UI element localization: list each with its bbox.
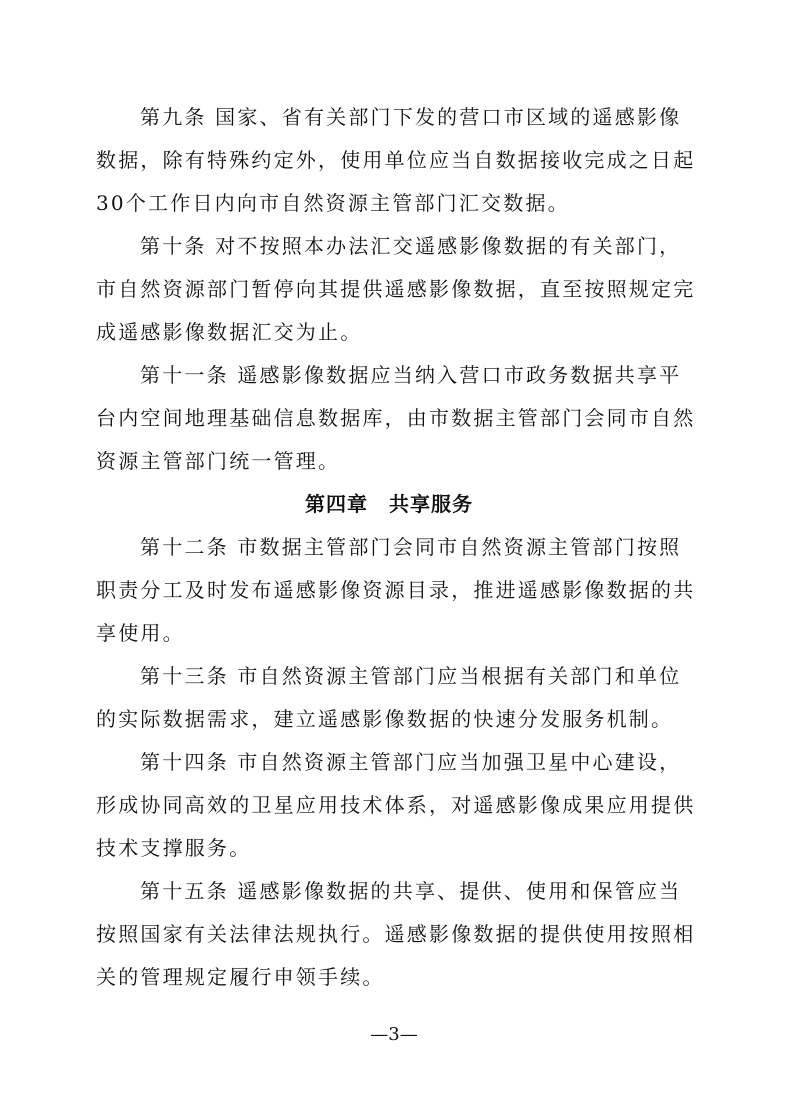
paragraph-line: 台内空间地理基础信息数据库，由市数据主管部门会同市自然 [96, 406, 696, 430]
document-body [96, 96, 696, 999]
article-15 [96, 870, 696, 999]
paragraph-line: 第九条 国家、省有关部门下发的营口市区域的遥感影像 [140, 105, 682, 129]
article-13 [96, 655, 682, 741]
paragraph-line: 第十二条 市数据主管部门会同市自然资源主管部门按照 [140, 535, 682, 559]
paragraph-line: 第十三条 市自然资源主管部门应当根据有关部门和单位 [140, 664, 682, 688]
paragraph-line: 的实际数据需求，建立遥感影像数据的快速分发服务机制。 [96, 707, 674, 731]
paragraph-line: 第十五条 遥感影像数据的共享、提供、使用和保管应当 [140, 879, 682, 903]
paragraph-line: 资源主管部门统一管理。 [96, 449, 341, 473]
page-number: —3— [370, 1024, 418, 1045]
chapter-title: 第四章 共享服务 [305, 492, 473, 516]
article-11 [96, 354, 696, 483]
paragraph-line: 第十四条 市自然资源主管部门应当加强卫星中心建设， [140, 750, 682, 774]
article-12 [96, 526, 696, 655]
paragraph-line: 享使用。 [96, 621, 185, 645]
paragraph-line: 30个工作日内向市自然资源主管部门汇交数据。 [96, 191, 570, 215]
paragraph-line: 形成协同高效的卫星应用技术体系，对遥感影像成果应用提供 [96, 793, 696, 817]
paragraph-line: 第十一条 遥感影像数据应当纳入营口市政务数据共享平 [140, 363, 682, 387]
paragraph-line: 数据，除有特殊约定外，使用单位应当自数据接收完成之日起 [96, 148, 696, 172]
paragraph-line: 职责分工及时发布遥感影像资源目录，推进遥感影像数据的共 [96, 578, 696, 602]
paragraph-line: 第十条 对不按照本办法汇交遥感影像数据的有关部门， [140, 234, 682, 258]
paragraph-line: 按照国家有关法律法规执行。遥感影像数据的提供使用按照相 [96, 922, 696, 946]
paragraph-line: 关的管理规定履行申领手续。 [96, 965, 385, 989]
article-10 [96, 225, 696, 354]
paragraph-line: 市自然资源部门暂停向其提供遥感影像数据，直至按照规定完 [96, 277, 696, 301]
article-14 [96, 741, 696, 870]
paragraph-line: 成遥感影像数据汇交为止。 [96, 320, 363, 344]
article-9 [96, 96, 696, 225]
paragraph-line: 技术支撑服务。 [96, 836, 252, 860]
